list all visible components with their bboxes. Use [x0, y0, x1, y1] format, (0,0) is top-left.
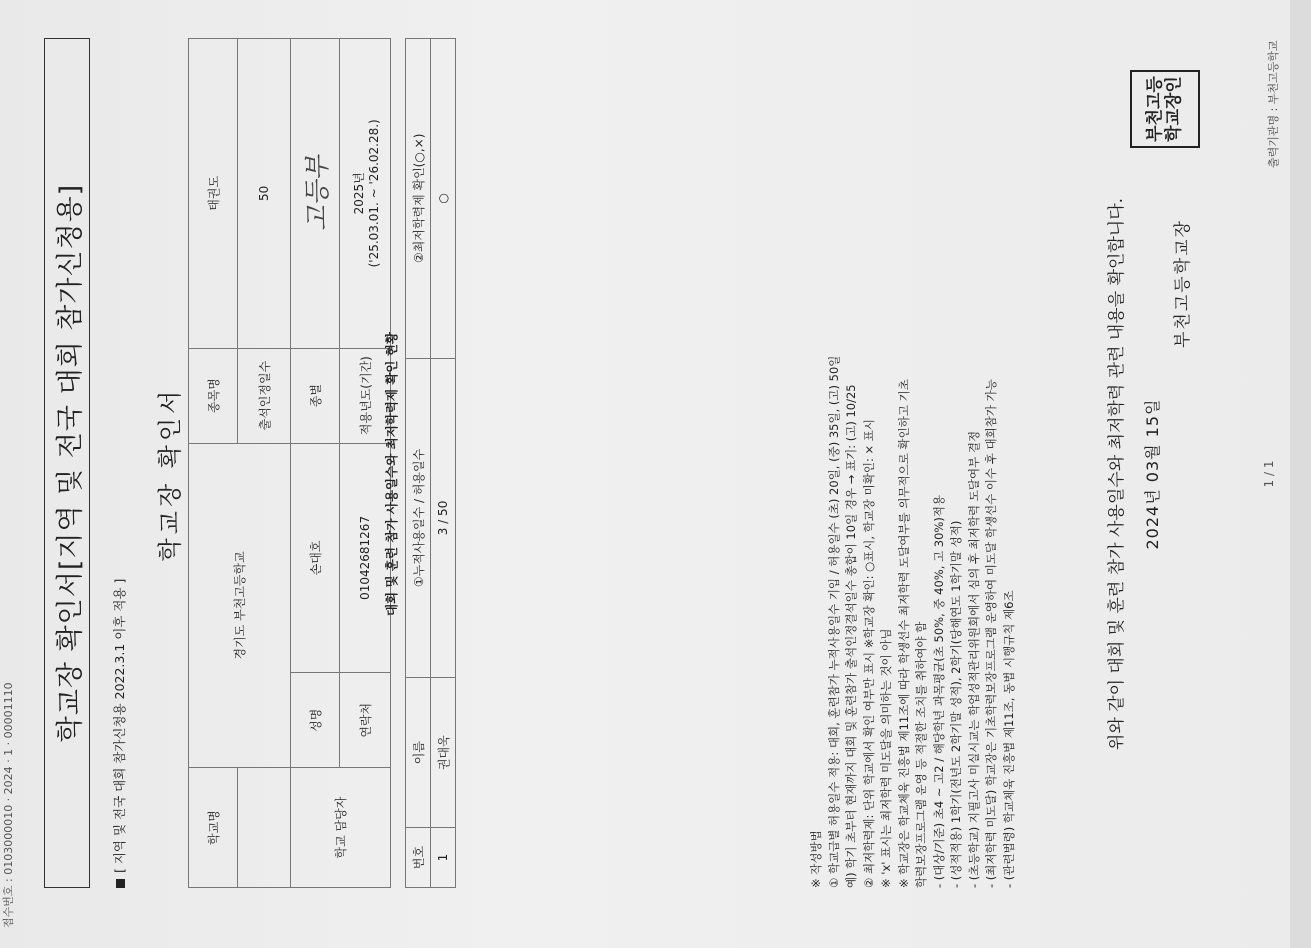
square-bullet-icon — [116, 879, 125, 888]
row-days: 3 / 50 — [431, 358, 456, 678]
year-label: 적용년도(기간) — [340, 348, 391, 443]
school-label-cont — [238, 768, 291, 888]
header-days: ①누적사용일수 / 허용일수 — [406, 358, 431, 678]
official-seal: 부천고등 학교장인 — [1130, 70, 1200, 148]
instruction-line: - (최저학력 미도달) 학교장은 기초학력보장프로그램 운영하여 미도달 학생선수 이수 후 대회참가 가능 — [984, 379, 998, 888]
instruction-line: - (성적적용) 1학기(전년도 2학기말 성적), 2학기(당해연도 1학기말 성적) — [949, 520, 963, 888]
instruction-line: 예) 학기 초부터 현재까지 대회 및 훈련참가 출석인정결석일수 총합이 10일 경우 → 표기: (고) 10/25 — [844, 384, 858, 888]
issuer-label: 출력기관명 : 부천고등학교 — [1267, 40, 1280, 168]
manager-label: 학교 담당자 — [291, 768, 391, 888]
records-table — [405, 38, 456, 888]
handwritten-signature: 고등부 — [302, 155, 333, 232]
instruction-line: ※ 'x' 표시는 최저학력 미도달을 의미하는 것이 아님 — [879, 628, 893, 888]
instructions — [808, 18, 1018, 888]
info-table — [188, 38, 391, 888]
year-period: ('25.03.01. ~ '26.02.28.) — [366, 119, 381, 268]
year-value: 2025년 — [351, 172, 366, 215]
records-header-row — [406, 39, 431, 888]
header-check: ②최저학력제 확인(○,×) — [406, 39, 431, 359]
instruction-line: - (관련법령) 학교체육 진흥법 제11조, 동법 시행규칙 제6조 — [1001, 590, 1016, 888]
instruction-line: ② 최저학력제: 단위 학교에서 확인 여부만 표시 ※학교장 확인: ○표시, 학교장 미확인: × 표시 — [861, 418, 876, 888]
instruction-line: - (초등학교) 지필고사 미실시교는 학업성적관리위원회에서 심의 후 최저학력 도달여부 결정 — [966, 430, 981, 888]
contact-label: 연락처 — [340, 673, 391, 768]
instruction-line: ※ 학교장은 학교체육 진흥법 제11조에 따라 학생선수 최저학력 도달여부를 의무적으로 확인하고 기초 — [896, 379, 911, 888]
page-number: 1 / 1 — [1262, 460, 1276, 488]
school-value: 경기도 부천고등학교 — [189, 443, 291, 768]
event-value: 태권도 — [189, 39, 238, 349]
contact-value: 01042681267 — [340, 443, 391, 673]
attendance-label: 출석인정일수 — [238, 348, 291, 443]
principal-name: 부천고등학교장 — [1173, 219, 1193, 348]
records-title: 대회 및 훈련 참가 사용일수와 최저학력제 확인 현황 — [384, 331, 399, 617]
instruction-line: - (대상/기준) 초4 ~ 고2 / 해당학년 과목평균(초 50%, 중 40%, 고 30%)적용 — [931, 494, 946, 888]
row-no: 1 — [431, 828, 456, 888]
applicability-note — [110, 579, 128, 888]
note-text: [ 지역 및 전국 대회 참가신청용 2022.3.1 이후 적용 ] — [112, 578, 127, 873]
name-label: 성명 — [291, 673, 340, 768]
header-line: 접수번호 : 0103000010 · 2024 · 1 · 00001110 — [2, 682, 15, 928]
instruction-line: ① 학교급별 허용일수 적용: 대회, 훈련참가 누적사용일수 기입 / 허용일수 (초) 20일, (중) 35일, (고) 50일 — [826, 355, 841, 888]
instruction-line: 학력보장프로그램 운영 등 적절한 조치를 취하여야 함 — [914, 621, 928, 888]
table-row — [431, 39, 456, 888]
instruction-line: ※ 작성방법 — [809, 830, 823, 888]
issue-date: 2024년 03월 15일 — [1143, 398, 1162, 550]
row-name: 권대욱 — [431, 678, 456, 828]
school-label: 학교명 — [189, 768, 238, 888]
position-label: 종별 — [291, 348, 340, 443]
document-title: 학교장 확인서 — [156, 386, 184, 562]
confirmation-statement: 위와 같이 대회 및 훈련 참가 사용일수와 최저학력 관련 내용을 확인합니다. — [1107, 197, 1127, 751]
signature-cell — [291, 39, 340, 349]
row-check: ○ — [431, 39, 456, 359]
form-title: 학교장 확인서[지역 및 전국 대회 참가신청용] — [44, 38, 90, 888]
event-label: 종목명 — [189, 348, 238, 443]
header-no: 번호 — [406, 828, 431, 888]
name-value: 손대호 — [291, 443, 340, 673]
header-name: 이름 — [406, 678, 431, 828]
attendance-value: 50 — [238, 39, 291, 349]
